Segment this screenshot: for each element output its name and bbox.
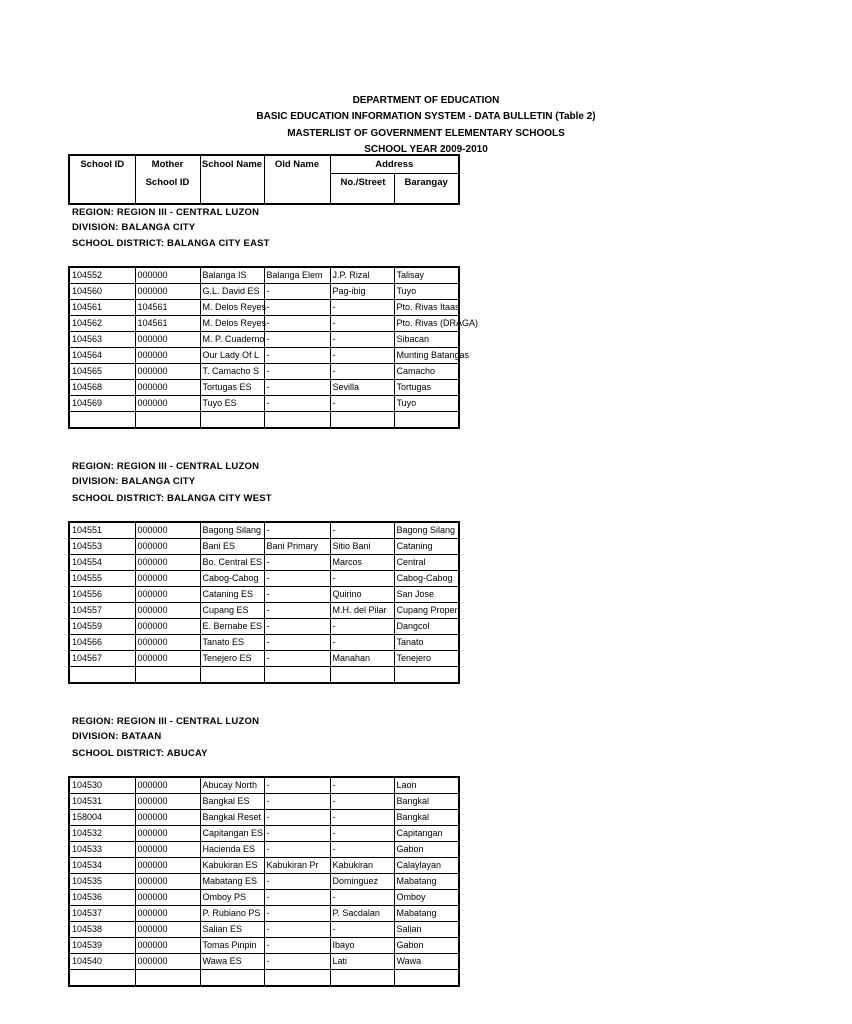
cell-street: - bbox=[330, 619, 394, 635]
cell-barangay: Bangkal bbox=[394, 794, 459, 810]
section-2-table bbox=[68, 521, 460, 684]
cell-old-name bbox=[264, 667, 330, 684]
cell-old-name: - bbox=[264, 396, 330, 412]
cell-barangay: Mabatang bbox=[394, 874, 459, 890]
cell-street: - bbox=[330, 777, 394, 794]
cell-mother-id: 000000 bbox=[135, 380, 200, 396]
cell-street: - bbox=[330, 842, 394, 858]
cell-school-name: Bagong Silang bbox=[200, 522, 264, 539]
cell-street: - bbox=[330, 396, 394, 412]
cell-old-name: - bbox=[264, 777, 330, 794]
cell-old-name: - bbox=[264, 603, 330, 619]
table-row bbox=[69, 396, 459, 412]
masterlist-title: MASTERLIST OF GOVERNMENT ELEMENTARY SCHOOLS bbox=[287, 128, 565, 139]
cell-school-id: 104568 bbox=[69, 380, 135, 396]
cell-old-name: - bbox=[264, 842, 330, 858]
table-row bbox=[69, 667, 459, 684]
section-1-division: DIVISION: BALANGA CITY bbox=[72, 222, 196, 233]
section-3-division: DIVISION: BATAAN bbox=[72, 731, 162, 742]
cell-old-name: - bbox=[264, 635, 330, 651]
cell-school-name: M. Delos Reyes bbox=[200, 316, 264, 332]
cell-street: - bbox=[330, 300, 394, 316]
cell-barangay: Mabatang bbox=[394, 906, 459, 922]
cell-school-name: Tomas Pinpin bbox=[200, 938, 264, 954]
cell-old-name: - bbox=[264, 555, 330, 571]
cell-old-name: - bbox=[264, 300, 330, 316]
cell-school-name: Wawa ES bbox=[200, 954, 264, 970]
table-row bbox=[69, 364, 459, 380]
table-row bbox=[69, 890, 459, 906]
cell-school-name: Salian ES bbox=[200, 922, 264, 938]
cell-old-name: Bani Primary bbox=[264, 539, 330, 555]
table-row bbox=[69, 587, 459, 603]
school-year-title: SCHOOL YEAR 2009-2010 bbox=[364, 144, 488, 155]
section-1-district: SCHOOL DISTRICT: BALANGA CITY EAST bbox=[72, 238, 270, 249]
cell-mother-id: 000000 bbox=[135, 619, 200, 635]
cell-school-id: 104552 bbox=[69, 267, 135, 284]
cell-mother-id: 000000 bbox=[135, 635, 200, 651]
cell-old-name: - bbox=[264, 954, 330, 970]
cell-street: Pag-ibig bbox=[330, 284, 394, 300]
cell-barangay: Capitangan bbox=[394, 826, 459, 842]
cell-barangay bbox=[394, 667, 459, 684]
col-school-name: School Name bbox=[200, 155, 264, 174]
cell-old-name: - bbox=[264, 938, 330, 954]
table-row bbox=[69, 874, 459, 890]
cell-school-name: Bo. Central ES bbox=[200, 555, 264, 571]
cell-school-id: 104537 bbox=[69, 906, 135, 922]
cell-school-id: 104531 bbox=[69, 794, 135, 810]
cell-barangay: Bagong Silang bbox=[394, 522, 459, 539]
table-row bbox=[69, 954, 459, 970]
cell-street: Lati bbox=[330, 954, 394, 970]
cell-school-id: 104562 bbox=[69, 316, 135, 332]
cell-mother-id bbox=[135, 412, 200, 429]
table-row bbox=[69, 970, 459, 987]
cell-school-id bbox=[69, 412, 135, 429]
cell-old-name: - bbox=[264, 651, 330, 667]
cell-school-name: T. Camacho S bbox=[200, 364, 264, 380]
cell-school-name bbox=[200, 970, 264, 987]
cell-school-name: Mabatang ES bbox=[200, 874, 264, 890]
cell-school-name: Tortugas ES bbox=[200, 380, 264, 396]
cell-school-name bbox=[200, 412, 264, 429]
cell-old-name bbox=[264, 970, 330, 987]
cell-school-name: Tanato ES bbox=[200, 635, 264, 651]
cell-street: - bbox=[330, 810, 394, 826]
cell-barangay: Dangcol bbox=[394, 619, 459, 635]
column-header-table bbox=[68, 154, 460, 205]
table-row bbox=[69, 826, 459, 842]
col-address: Address bbox=[330, 155, 459, 174]
cell-old-name: - bbox=[264, 587, 330, 603]
cell-school-id: 104540 bbox=[69, 954, 135, 970]
cell-old-name: - bbox=[264, 922, 330, 938]
system-title: BASIC EDUCATION INFORMATION SYSTEM - DATA BULLETIN (Table 2) bbox=[256, 111, 596, 122]
cell-barangay: Salian bbox=[394, 922, 459, 938]
cell-mother-id bbox=[135, 970, 200, 987]
cell-mother-id: 000000 bbox=[135, 651, 200, 667]
col-school-name-cont bbox=[200, 174, 264, 204]
cell-old-name: - bbox=[264, 380, 330, 396]
cell-mother-id: 000000 bbox=[135, 348, 200, 364]
cell-mother-id: 000000 bbox=[135, 522, 200, 539]
cell-mother-id: 000000 bbox=[135, 571, 200, 587]
cell-old-name: - bbox=[264, 826, 330, 842]
cell-barangay: Gabon bbox=[394, 938, 459, 954]
cell-street: - bbox=[330, 332, 394, 348]
table-row bbox=[69, 316, 459, 332]
cell-street: M.H. del Pilar bbox=[330, 603, 394, 619]
cell-mother-id: 000000 bbox=[135, 284, 200, 300]
cell-barangay: Cupang Proper bbox=[394, 603, 459, 619]
cell-school-name bbox=[200, 667, 264, 684]
cell-old-name: - bbox=[264, 522, 330, 539]
cell-school-name: M. Delos Reyes bbox=[200, 300, 264, 316]
col-school-id: School ID bbox=[69, 155, 135, 174]
table-row bbox=[69, 332, 459, 348]
cell-school-id: 104560 bbox=[69, 284, 135, 300]
table-row bbox=[69, 938, 459, 954]
cell-school-id: 104556 bbox=[69, 587, 135, 603]
cell-barangay: Tuyo bbox=[394, 284, 459, 300]
cell-mother-id: 000000 bbox=[135, 332, 200, 348]
cell-street: Sitio Bani bbox=[330, 539, 394, 555]
cell-street: Kabukiran bbox=[330, 858, 394, 874]
department-title: DEPARTMENT OF EDUCATION bbox=[352, 95, 500, 106]
cell-school-id: 104561 bbox=[69, 300, 135, 316]
col-barangay: Barangay bbox=[394, 174, 459, 204]
cell-old-name: - bbox=[264, 906, 330, 922]
cell-old-name: - bbox=[264, 794, 330, 810]
col-school-id-cont bbox=[69, 174, 135, 204]
cell-street: - bbox=[330, 794, 394, 810]
cell-school-id bbox=[69, 970, 135, 987]
table-row bbox=[69, 522, 459, 539]
cell-school-id: 104554 bbox=[69, 555, 135, 571]
cell-street: Sevilla bbox=[330, 380, 394, 396]
cell-mother-id: 000000 bbox=[135, 858, 200, 874]
cell-old-name: - bbox=[264, 364, 330, 380]
cell-school-name: Bani ES bbox=[200, 539, 264, 555]
cell-school-name: P. Rubiano PS bbox=[200, 906, 264, 922]
cell-school-name: Capitangan ES bbox=[200, 826, 264, 842]
cell-mother-id: 000000 bbox=[135, 954, 200, 970]
cell-school-id: 104553 bbox=[69, 539, 135, 555]
cell-barangay: Gabon bbox=[394, 842, 459, 858]
cell-school-id: 104534 bbox=[69, 858, 135, 874]
cell-street bbox=[330, 970, 394, 987]
cell-school-id: 104564 bbox=[69, 348, 135, 364]
cell-mother-id: 000000 bbox=[135, 777, 200, 794]
cell-school-name: Kabukiran ES bbox=[200, 858, 264, 874]
cell-old-name bbox=[264, 412, 330, 429]
section-1-table bbox=[68, 266, 479, 429]
cell-old-name: - bbox=[264, 890, 330, 906]
cell-mother-id: 000000 bbox=[135, 810, 200, 826]
cell-street: Manahan bbox=[330, 651, 394, 667]
table-row bbox=[69, 651, 459, 667]
cell-barangay bbox=[394, 412, 459, 429]
cell-school-id: 104557 bbox=[69, 603, 135, 619]
cell-school-id: 104566 bbox=[69, 635, 135, 651]
col-mother-line2: School ID bbox=[135, 174, 200, 204]
table-row bbox=[69, 300, 459, 316]
cell-street: - bbox=[330, 922, 394, 938]
cell-barangay: Talisay bbox=[394, 267, 459, 284]
cell-school-name: Bangkal Reset bbox=[200, 810, 264, 826]
cell-street: Marcos bbox=[330, 555, 394, 571]
table-row bbox=[69, 635, 459, 651]
cell-school-name: Cabog-Cabog bbox=[200, 571, 264, 587]
table-row bbox=[69, 539, 459, 555]
section-3-region: REGION: REGION III - CENTRAL LUZON bbox=[72, 716, 260, 727]
cell-barangay: Laon bbox=[394, 777, 459, 794]
section-3-district: SCHOOL DISTRICT: ABUCAY bbox=[72, 748, 208, 759]
cell-old-name: - bbox=[264, 874, 330, 890]
cell-barangay: Pto. Rivas (DRAGA) bbox=[394, 316, 459, 332]
cell-school-id: 104555 bbox=[69, 571, 135, 587]
table-row bbox=[69, 348, 459, 364]
cell-school-id: 104559 bbox=[69, 619, 135, 635]
cell-school-id: 104536 bbox=[69, 890, 135, 906]
cell-street: - bbox=[330, 826, 394, 842]
cell-school-name: M. P. Cuaderno bbox=[200, 332, 264, 348]
cell-street: - bbox=[330, 348, 394, 364]
cell-street: Ibayo bbox=[330, 938, 394, 954]
cell-school-id: 104539 bbox=[69, 938, 135, 954]
col-mother-line1: Mother bbox=[135, 155, 200, 174]
cell-school-id: 104532 bbox=[69, 826, 135, 842]
cell-street: P. Sacdalan bbox=[330, 906, 394, 922]
cell-old-name: - bbox=[264, 332, 330, 348]
cell-old-name: Balanga Elem bbox=[264, 267, 330, 284]
cell-school-id bbox=[69, 667, 135, 684]
cell-old-name: - bbox=[264, 571, 330, 587]
col-street: No./Street bbox=[330, 174, 394, 204]
table-row bbox=[69, 810, 459, 826]
table-row bbox=[69, 412, 459, 429]
cell-mother-id: 000000 bbox=[135, 396, 200, 412]
cell-old-name: - bbox=[264, 348, 330, 364]
table-row bbox=[69, 794, 459, 810]
cell-mother-id: 104561 bbox=[135, 300, 200, 316]
table-row bbox=[69, 380, 459, 396]
table-row bbox=[69, 922, 459, 938]
cell-barangay: Tanato bbox=[394, 635, 459, 651]
cell-mother-id: 000000 bbox=[135, 906, 200, 922]
cell-barangay: Central bbox=[394, 555, 459, 571]
cell-barangay: Bangkal bbox=[394, 810, 459, 826]
cell-mother-id: 000000 bbox=[135, 826, 200, 842]
table-row bbox=[69, 906, 459, 922]
cell-school-id: 104533 bbox=[69, 842, 135, 858]
cell-school-id: 104551 bbox=[69, 522, 135, 539]
cell-street: - bbox=[330, 571, 394, 587]
table-row bbox=[69, 571, 459, 587]
cell-barangay bbox=[394, 970, 459, 987]
table-row bbox=[69, 284, 459, 300]
section-1-region: REGION: REGION III - CENTRAL LUZON bbox=[72, 207, 260, 218]
table-row bbox=[69, 777, 459, 794]
cell-school-id: 104538 bbox=[69, 922, 135, 938]
section-2-region: REGION: REGION III - CENTRAL LUZON bbox=[72, 461, 260, 472]
cell-barangay: Tenejero bbox=[394, 651, 459, 667]
cell-school-name: Cataning ES bbox=[200, 587, 264, 603]
cell-school-id: 104530 bbox=[69, 777, 135, 794]
cell-school-name: Omboy PS bbox=[200, 890, 264, 906]
cell-mother-id: 000000 bbox=[135, 587, 200, 603]
cell-school-name: Cupang ES bbox=[200, 603, 264, 619]
cell-street: - bbox=[330, 635, 394, 651]
section-2-division: DIVISION: BALANGA CITY bbox=[72, 476, 196, 487]
cell-school-name: Abucay North bbox=[200, 777, 264, 794]
cell-school-name: Balanga IS bbox=[200, 267, 264, 284]
cell-barangay: Munting Batangas bbox=[394, 348, 459, 364]
cell-old-name: - bbox=[264, 284, 330, 300]
cell-school-name: G.L. David ES bbox=[200, 284, 264, 300]
cell-street: J.P. Rizal bbox=[330, 267, 394, 284]
cell-school-name: E. Bernabe ES bbox=[200, 619, 264, 635]
table-row bbox=[69, 858, 459, 874]
cell-barangay: Tuyo bbox=[394, 396, 459, 412]
cell-school-id: 104567 bbox=[69, 651, 135, 667]
cell-barangay: San Jose bbox=[394, 587, 459, 603]
cell-school-name: Tenejero ES bbox=[200, 651, 264, 667]
cell-street: - bbox=[330, 364, 394, 380]
cell-school-id: 104569 bbox=[69, 396, 135, 412]
cell-school-id: 104565 bbox=[69, 364, 135, 380]
cell-barangay: Pto. Rivas Itaas bbox=[394, 300, 459, 316]
cell-mother-id: 000000 bbox=[135, 555, 200, 571]
cell-school-id: 104563 bbox=[69, 332, 135, 348]
cell-barangay: Sibacan bbox=[394, 332, 459, 348]
cell-old-name: - bbox=[264, 810, 330, 826]
cell-mother-id: 000000 bbox=[135, 364, 200, 380]
cell-mother-id: 000000 bbox=[135, 874, 200, 890]
cell-old-name: Kabukiran Pr bbox=[264, 858, 330, 874]
cell-school-name: Hacienda ES bbox=[200, 842, 264, 858]
cell-school-name: Our Lady Of L bbox=[200, 348, 264, 364]
col-old-name: Old Name bbox=[264, 155, 330, 174]
cell-mother-id: 000000 bbox=[135, 539, 200, 555]
section-2-district: SCHOOL DISTRICT: BALANGA CITY WEST bbox=[72, 493, 272, 504]
cell-street: Quirino bbox=[330, 587, 394, 603]
cell-mother-id bbox=[135, 667, 200, 684]
cell-mother-id: 000000 bbox=[135, 267, 200, 284]
cell-mother-id: 000000 bbox=[135, 938, 200, 954]
cell-street: - bbox=[330, 316, 394, 332]
cell-street: - bbox=[330, 890, 394, 906]
table-row bbox=[69, 603, 459, 619]
cell-barangay: Camacho bbox=[394, 364, 459, 380]
cell-old-name: - bbox=[264, 316, 330, 332]
cell-barangay: Tortugas bbox=[394, 380, 459, 396]
table-row bbox=[69, 555, 459, 571]
cell-school-id: 158004 bbox=[69, 810, 135, 826]
cell-street bbox=[330, 412, 394, 429]
cell-barangay: Cabog-Cabog bbox=[394, 571, 459, 587]
cell-mother-id: 104561 bbox=[135, 316, 200, 332]
cell-street: - bbox=[330, 522, 394, 539]
cell-street bbox=[330, 667, 394, 684]
section-3-table bbox=[68, 776, 460, 987]
cell-street: Dominguez bbox=[330, 874, 394, 890]
cell-school-id: 104535 bbox=[69, 874, 135, 890]
cell-mother-id: 000000 bbox=[135, 842, 200, 858]
table-row bbox=[69, 619, 459, 635]
cell-old-name: - bbox=[264, 619, 330, 635]
cell-barangay: Calaylayan bbox=[394, 858, 459, 874]
table-row bbox=[69, 842, 459, 858]
cell-mother-id: 000000 bbox=[135, 890, 200, 906]
col-old-name-cont bbox=[264, 174, 330, 204]
cell-school-name: Tuyo ES bbox=[200, 396, 264, 412]
cell-mother-id: 000000 bbox=[135, 794, 200, 810]
cell-mother-id: 000000 bbox=[135, 603, 200, 619]
cell-barangay: Wawa bbox=[394, 954, 459, 970]
table-row bbox=[69, 267, 459, 284]
cell-mother-id: 000000 bbox=[135, 922, 200, 938]
cell-barangay: Omboy bbox=[394, 890, 459, 906]
cell-school-name: Bangkal ES bbox=[200, 794, 264, 810]
cell-barangay: Cataning bbox=[394, 539, 459, 555]
